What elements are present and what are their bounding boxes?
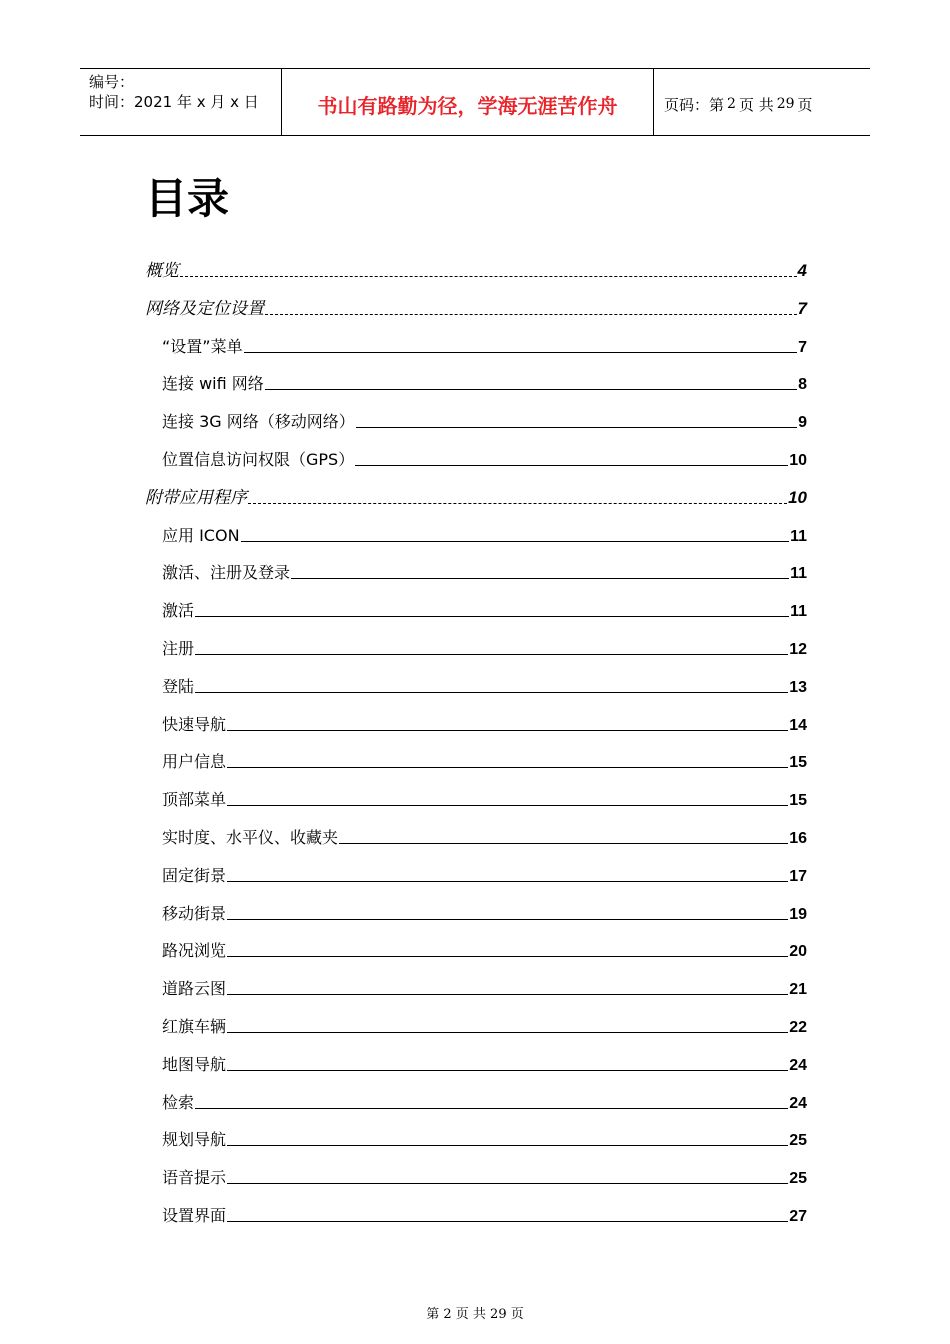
toc-entry-title: 语音提示 (162, 1168, 227, 1188)
toc-entry-page: 9 (798, 414, 807, 432)
toc-entry-page: 7 (797, 298, 807, 318)
toc-entry[interactable] (162, 1051, 807, 1075)
toc-entry[interactable] (145, 257, 807, 281)
toc-entry-page: 15 (789, 792, 807, 810)
toc-entry-page: 10 (788, 487, 807, 507)
toc-entry-title: 设置界面 (162, 1206, 227, 1225)
toc-entry-leader (195, 616, 789, 617)
toc-entry-page: 8 (798, 376, 807, 394)
toc-entry-page: 7 (798, 338, 807, 356)
toc-entry-leader (356, 427, 797, 428)
toc-entry-page: 27 (789, 1208, 807, 1225)
toc-entry-title: “设置”菜单 (162, 336, 243, 356)
toc-entry-leader (195, 654, 788, 655)
toc-entry[interactable] (162, 937, 807, 961)
toc-entry[interactable] (162, 862, 807, 886)
toc-entry-title: 连接 wifi 网络 (162, 374, 264, 394)
header-page-mid: 页 共 (738, 95, 774, 114)
toc-entry-page: 22 (789, 1019, 807, 1036)
header-time-label: 时间：2021 年 x 月 x 日 (89, 93, 259, 111)
toc-entry[interactable] (162, 1126, 807, 1150)
toc-entry[interactable] (162, 333, 807, 357)
toc-entry-page: 10 (789, 452, 807, 469)
header-number-label: 编号： (89, 73, 135, 91)
toc-entry-title: 登陆 (162, 676, 195, 696)
header-page-suffix: 页 (797, 95, 813, 114)
toc-entry-leader (227, 881, 788, 882)
toc-entry-title: 道路云图 (162, 979, 227, 999)
toc-entry-page: 4 (797, 261, 807, 280)
toc-entry-page: 19 (789, 905, 807, 923)
toc-entry-leader (355, 465, 788, 466)
toc-entry-leader (227, 1145, 788, 1146)
toc-entry-title: 路况浏览 (162, 941, 227, 961)
toc-entry-title: 顶部菜单 (162, 790, 227, 810)
header-meta (80, 69, 282, 135)
header-motto: 书山有路勤为径，学海无涯苦作舟 (282, 69, 654, 135)
toc-entry-page: 25 (789, 1170, 807, 1188)
toc-entry-page: 11 (790, 565, 807, 583)
toc-entry[interactable] (162, 635, 807, 659)
toc-entry-leader (180, 276, 797, 277)
toc-entry-title: 附带应用程序 (145, 487, 247, 508)
toc-entry[interactable] (145, 295, 807, 319)
toc-entry-page: 24 (789, 1094, 807, 1112)
toc-entry-title: 注册 (162, 639, 195, 658)
toc-entry-page: 14 (789, 716, 807, 734)
toc-entry[interactable] (162, 748, 807, 772)
toc-entry[interactable] (162, 446, 807, 470)
toc-entry-leader (291, 578, 789, 579)
toc-entry-title: 移动街景 (162, 903, 227, 923)
toc-entry[interactable] (162, 1089, 807, 1113)
toc-entry-leader (248, 503, 787, 504)
toc-entry-page: 16 (789, 830, 807, 847)
page-header (80, 68, 870, 136)
toc-entry[interactable] (162, 786, 807, 810)
toc-entry[interactable] (162, 711, 807, 735)
toc-entry-leader (195, 692, 788, 693)
toc-entry-title: 连接 3G 网络（移动网络） (162, 412, 355, 432)
toc-entry-title: 用户信息 (162, 752, 227, 772)
toc-entry-title: 地图导航 (162, 1054, 227, 1074)
toc-entry-title: 应用 ICON (162, 525, 240, 545)
toc-entry-leader (227, 1032, 788, 1033)
toc-entry-page: 11 (790, 527, 807, 545)
toc-entry[interactable] (162, 900, 807, 924)
header-page-current: 2 (727, 96, 736, 112)
toc-entry-title: 实时度、水平仪、收藏夹 (162, 828, 339, 847)
toc-entry-leader (227, 1183, 788, 1184)
toc-title: 目录 (145, 174, 230, 223)
toc-entry-title: 规划导航 (162, 1130, 227, 1150)
toc-entry-leader (265, 314, 797, 315)
toc-entry-leader (227, 994, 788, 995)
toc-entry-title: 激活、注册及登录 (162, 563, 291, 583)
header-page-total: 29 (776, 96, 795, 112)
toc-entry-page: 25 (789, 1132, 807, 1150)
toc-entry[interactable] (162, 597, 807, 621)
toc-entry-page: 13 (789, 678, 807, 696)
toc-entry-title: 固定街景 (162, 865, 227, 885)
toc-entry[interactable] (145, 484, 807, 508)
toc-entry-leader (227, 919, 788, 920)
toc-entry[interactable] (162, 673, 807, 697)
toc-entry-leader (195, 1108, 788, 1109)
toc-entry[interactable] (162, 975, 807, 999)
toc-entry-title: 检索 (162, 1092, 195, 1112)
toc-entry[interactable] (162, 1202, 807, 1226)
toc-entry-leader (227, 730, 788, 731)
toc-entry-title: 红旗车辆 (162, 1017, 227, 1036)
toc-entry-leader (241, 541, 790, 542)
toc-entry-page: 21 (789, 981, 807, 999)
toc-entry-leader (339, 843, 788, 844)
toc-entry-page: 24 (789, 1056, 807, 1074)
toc-entry[interactable] (162, 1164, 807, 1188)
toc-entry[interactable] (162, 522, 807, 546)
toc-entry-title: 位置信息访问权限（GPS） (162, 450, 355, 469)
toc-entry[interactable] (162, 408, 807, 432)
toc-entry[interactable] (162, 559, 807, 583)
toc-entry-leader (244, 352, 798, 353)
toc-entry-leader (265, 389, 797, 390)
toc-entry-title: 网络及定位设置 (145, 298, 264, 319)
page-footer: 第 2 页 共 29 页 (426, 1307, 524, 1322)
toc-entry-title: 概览 (145, 261, 179, 281)
toc-entry-leader (227, 805, 788, 806)
toc-entry-leader (227, 956, 788, 957)
toc-entry[interactable] (162, 1013, 807, 1037)
toc-entry-title: 快速导航 (162, 714, 227, 734)
toc-entry-page: 15 (789, 754, 807, 772)
toc-entry-title: 激活 (162, 601, 195, 621)
header-page-prefix: 页码：第 (664, 95, 725, 114)
toc-entry-leader (227, 1221, 788, 1222)
toc-entry-page: 12 (789, 641, 807, 658)
toc-entry-page: 20 (789, 943, 807, 961)
header-page-info (654, 69, 870, 135)
toc-entry-leader (227, 1070, 788, 1071)
toc-entry[interactable] (162, 824, 807, 848)
toc-entry-page: 17 (789, 867, 807, 885)
toc-entry-leader (227, 767, 788, 768)
toc-entry[interactable] (162, 370, 807, 394)
toc-entry-page: 11 (790, 603, 807, 621)
